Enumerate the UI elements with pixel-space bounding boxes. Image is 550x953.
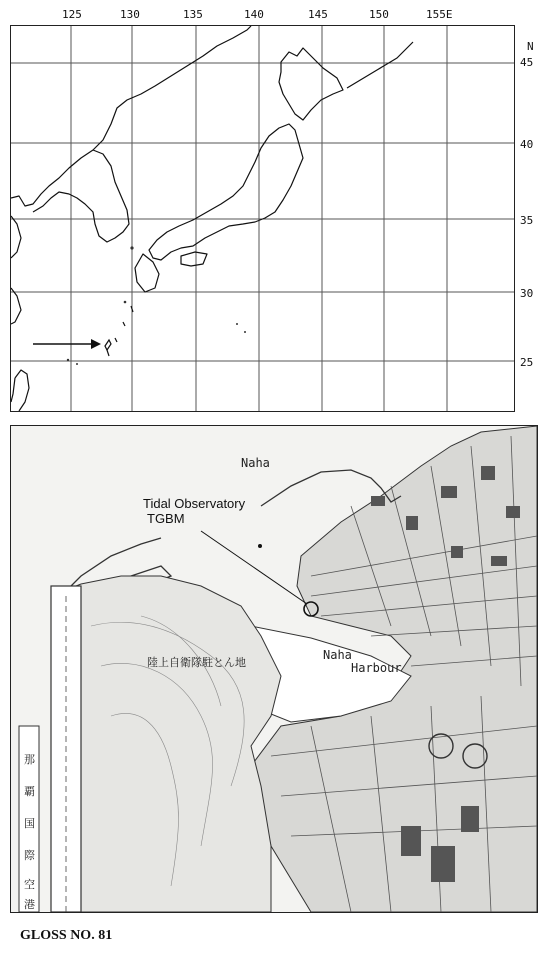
longitude-label: 155E: [426, 8, 453, 21]
latitude-label: 30: [520, 287, 534, 300]
latitude-label: 45: [520, 56, 534, 69]
city-label: Naha: [241, 456, 270, 470]
callout-line: Tidal Observatory: [143, 496, 246, 511]
gloss-label: GLOSS NO. 81: [20, 928, 113, 943]
harbour-map: [10, 425, 538, 913]
longitude-label: 130: [120, 8, 140, 21]
callout-line: TGBM: [147, 511, 185, 526]
longitude-label: 125: [62, 8, 82, 21]
overview-map-graphic: [11, 26, 514, 411]
airport-char: 覇: [24, 785, 35, 798]
latitude-label: 35: [520, 214, 534, 227]
airport-char: 国: [24, 817, 35, 830]
base-label: 陸上自衛隊駐とん地: [147, 656, 246, 669]
airport-char: 際: [24, 849, 35, 862]
harbour-label: Naha: [323, 648, 352, 662]
longitude-label: 150: [369, 8, 389, 21]
airport-char: 港: [24, 898, 35, 911]
latitude-unit-label: N: [527, 40, 534, 53]
airport-char: 空: [24, 878, 35, 891]
latitude-label: 40: [520, 138, 534, 151]
overview-map: [10, 25, 515, 412]
longitude-label: 135: [183, 8, 203, 21]
airport-runway: [19, 586, 81, 912]
arrow-icon: [33, 339, 111, 350]
harbour-map-graphic: [11, 426, 537, 912]
longitude-label: 140: [244, 8, 264, 21]
observatory-callout: [143, 496, 245, 526]
airport-char: 那: [24, 753, 35, 766]
longitude-label: 145: [308, 8, 328, 21]
harbour-label: Harbour: [351, 661, 402, 675]
latitude-label: 25: [520, 356, 534, 369]
